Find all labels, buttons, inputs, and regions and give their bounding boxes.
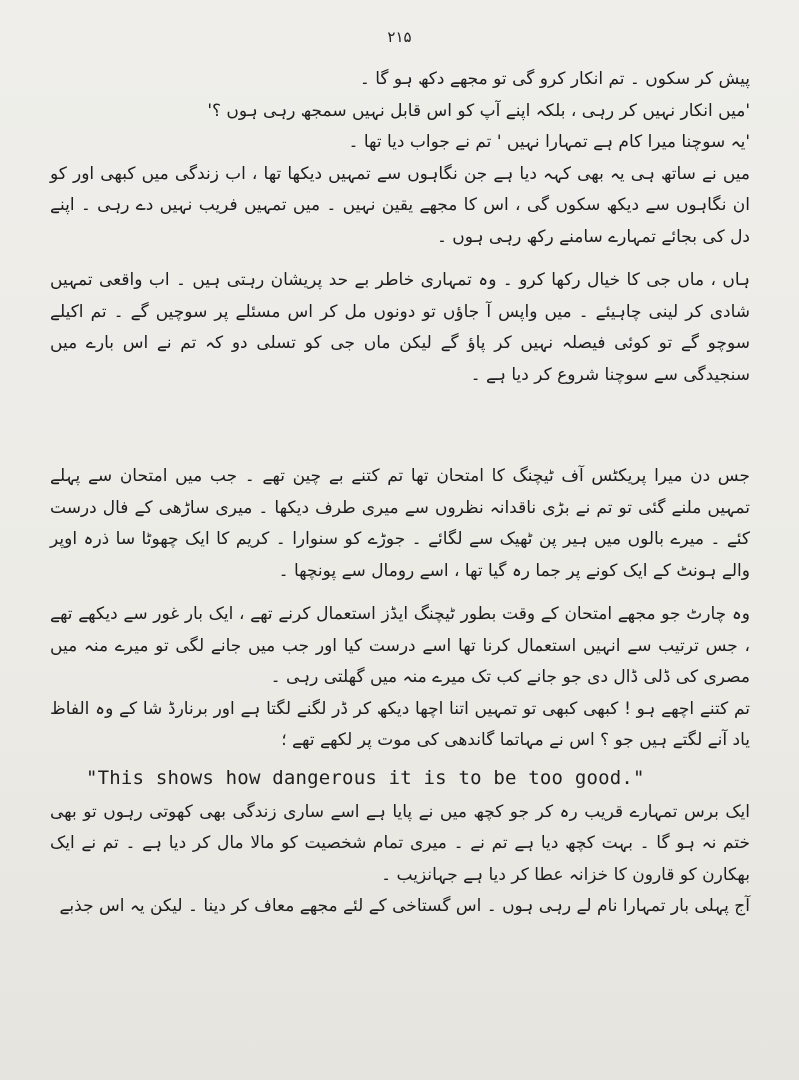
page-number: ۲۱۵ xyxy=(387,28,412,46)
english-quote: "This shows how dangerous it is to be too good." xyxy=(86,766,645,789)
paragraph-gap xyxy=(50,253,750,265)
paragraph-9: ایک برس تمہارے قریب رہ کر جو کچھ میں نے پایا ہے اسے ساری زندگی بھی کھوتی رہوں تو بھی ختم نہ ہو گا ۔ بہت کچھ دیا ہے تم نے ۔ میری تمام شخصیت کو مالا مال کر دیا ہے ۔ تم نے ایک بھکارن کو قارون کا خزانہ عطا کر دیا ہے جہانزیب ۔ xyxy=(50,801,750,885)
paragraph-7: وہ چارٹ جو مجھے امتحان کے وقت بطور ٹیچنگ ایڈز استعمال کرنے تھے ، ایک بار غور سے دیکھے تھے ، جس ترتیب سے انہیں استعمال کرنا تھا اسے درست کیا اور جب میں جانے لگی تو میرے منہ میں مصری کی ڈلی ڈال دی جو جانے کب تک میرے منہ میں گھلتی رہی ۔ xyxy=(50,604,750,687)
paragraph-3: 'یہ سوچنا میرا کام ہے تمہارا نہیں ' تم نے جواب دیا تھا ۔ xyxy=(348,132,750,152)
paragraph-4: میں نے ساتھ ہی یہ بھی کہہ دیا ہے جن نگاہوں سے تمہیں دیکھا تھا ، اب زندگی میں کبھی اور کو ان نگاہوں سے دیکھ سکوں گی ، اس کا مجھے یقین نہیں ۔ میں تمہیں فریب نہیں دے رہی ۔ اپنے دل کی بجائے تمہارے سامنے رکھ رہی ہوں ۔ xyxy=(50,163,750,247)
section-gap xyxy=(50,391,750,461)
paragraph-2: 'میں انکار نہیں کر رہی ، بلکہ اپنے آپ کو اس قابل نہیں سمجھ رہی ہوں ؟' xyxy=(207,100,750,121)
paragraph-10: آج پہلی بار تمہارا نام لے رہی ہوں ۔ اس گستاخی کے لئے مجھے معاف کر دینا ۔ لیکن یہ اس جذبے xyxy=(59,896,750,916)
paragraph-5: ہاں ، ماں جی کا خیال رکھا کرو ۔ وہ تمہاری خاطر بے حد پریشان رہتی ہیں ۔ اب واقعی تمہیں شادی کر لینی چاہیئے ۔ میں واپس آ جاؤں تو دونوں مل کر اس مسئلے پر سوچیں گے ۔ تم اکیلے سوچو گے تو کوئی فیصلہ نہیں کر پاؤ گے لیکن ماں جی کو تسلی دو کہ تم نے اس بارے میں سنجیدگی سے سوچنا شروع کر دیا ہے ۔ xyxy=(50,270,750,385)
paragraph-gap xyxy=(50,587,750,599)
body-text xyxy=(50,64,750,923)
paragraph-8: تم کتنے اچھے ہو ! کبھی کبھی تو تمہیں اتنا اچھا دیکھ کر ڈر لگنے لگتا ہے اور برنارڈ شا کے وہ الفاظ یاد آنے لگتے ہیں جو ؟ اس نے مہاتما گاندھی کی موت پر لکھے تھے ؛ xyxy=(50,698,750,750)
paragraph-1: پیش کر سکوں ۔ تم انکار کرو گی تو مجھے دکھ ہو گا ۔ xyxy=(359,69,750,89)
paragraph-6: جس دن میرا پریکٹس آف ٹیچنگ کا امتحان تھا تم کتنے بے چین تھے ۔ جب میں امتحان سے پہلے تمہیں ملنے گئی تو تم نے بڑی ناقدانہ نظروں سے میری طرف دیکھا ۔ میری ساڑھی کے فال درست کئے ۔ میرے بالوں میں ہیر پن ٹھیک سے لگائے ۔ جوڑے کو سنوارا ۔ کریم کا ایک چھوٹا سا ذرہ اوپر والے ہونٹ کے ایک کونے پر جما رہ گیا تھا ، اسے رومال سے پونچھا ۔ xyxy=(50,466,750,581)
